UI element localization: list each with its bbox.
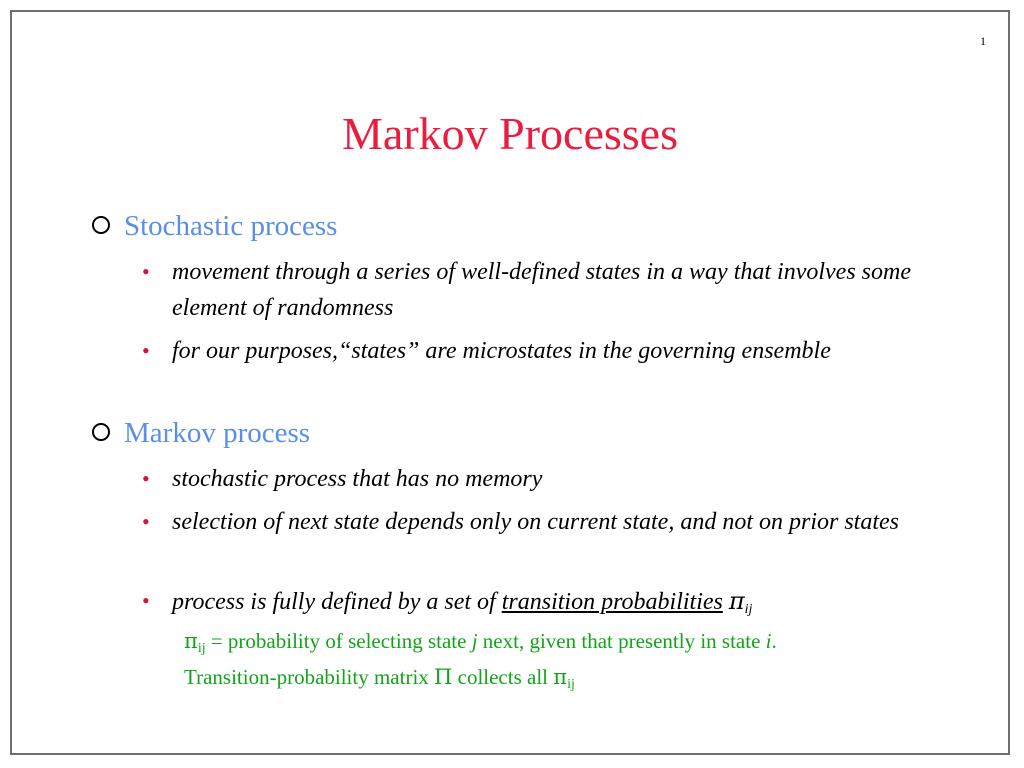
list-item-text: for our purposes,“states” are microstates in the governing ensemble — [172, 338, 831, 364]
bullet-dot-icon: • — [142, 338, 150, 363]
section-heading-text: Stochastic process — [124, 210, 338, 242]
variable-i: i — [765, 629, 772, 653]
note-text: collects all — [452, 665, 554, 689]
list-item-text: stochastic process that has no memory — [172, 466, 543, 492]
slide — [10, 10, 1010, 755]
list-item — [142, 461, 942, 497]
note-text: . — [771, 629, 777, 653]
list-item-text: selection of next state depends only on current state, and not on prior states — [172, 509, 900, 535]
note-text: = probability of selecting state — [205, 629, 472, 653]
hollow-circle-bullet-icon — [92, 423, 110, 441]
capital-pi-symbol: Π — [434, 665, 453, 689]
variable-j: j — [471, 629, 478, 653]
list-item — [142, 583, 942, 628]
bullet-dot-icon: • — [142, 466, 150, 491]
section-heading-stochastic — [92, 208, 337, 244]
bullet-dot-icon: • — [142, 509, 150, 534]
note-line-1 — [184, 626, 777, 664]
pi-subscript: ij — [744, 602, 753, 617]
hollow-circle-bullet-icon — [92, 216, 110, 234]
note-line-2 — [184, 662, 575, 700]
list-item-text: movement through a series of well-defined states in a way that involves some element of randomness — [172, 259, 911, 321]
list-item — [142, 254, 942, 326]
pi-symbol: π — [728, 587, 745, 615]
section-heading-text: Markov process — [124, 417, 311, 449]
pi-symbol: π — [553, 665, 568, 689]
pi-symbol: π — [184, 629, 198, 653]
page-number: 1 — [980, 34, 986, 48]
slide-title: Markov Processes — [342, 108, 678, 159]
note-text: next, given that presently in state — [477, 629, 766, 653]
list-item — [142, 333, 942, 369]
section-heading-markov — [92, 415, 310, 451]
transition-probabilities-term: transition probabilities — [501, 589, 723, 615]
bullet-prefix-text: process is fully defined by a set of — [172, 589, 502, 615]
bullet-dot-icon: • — [142, 588, 150, 613]
bullet-dot-icon: • — [142, 259, 150, 284]
pi-subscript: ij — [197, 641, 206, 656]
list-item-text — [172, 583, 942, 628]
list-item — [142, 504, 942, 540]
pi-subscript: ij — [567, 677, 575, 692]
note-text: Transition-probability matrix — [184, 665, 435, 689]
